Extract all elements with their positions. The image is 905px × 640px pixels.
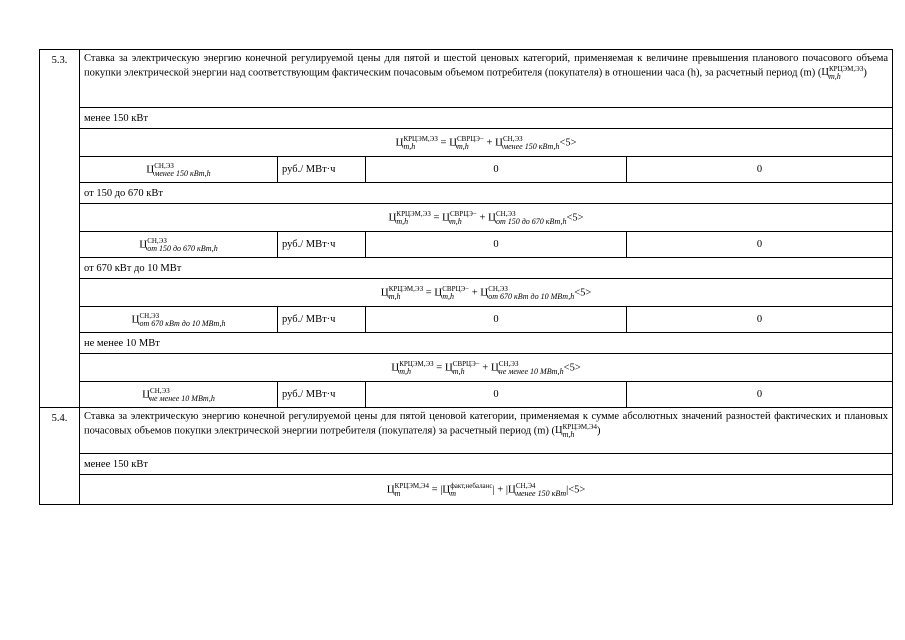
rate-symbol-letter: Ц [142, 388, 151, 400]
category-label [80, 183, 893, 204]
plus-sign: + [497, 483, 504, 495]
unit-text: руб./ МВт·ч [282, 314, 336, 325]
section-number: 5.4. [40, 408, 80, 505]
formula-rhs2-symbol: Ц [507, 483, 516, 495]
formula-row [40, 204, 893, 232]
category-label-row [40, 258, 893, 279]
equals-sign: = [431, 483, 438, 495]
plus-sign: + [471, 286, 478, 298]
value-1-text: 0 [493, 164, 499, 175]
unit-cell [278, 382, 366, 408]
formula-row [40, 279, 893, 307]
formula-lhs-symbol: Ц [395, 136, 404, 148]
value-2-text: 0 [756, 389, 763, 400]
formula-rhs2-indices: СН,ЭЗ от 150 до 670 кВт,h [495, 209, 567, 226]
value-row [40, 307, 893, 333]
unit-text: руб./ МВт·ч [282, 239, 336, 250]
formula [80, 204, 893, 232]
formula-lhs-indices: КРЦЭМ,ЭЗ m,h [403, 134, 438, 151]
formula-lhs-indices: КРЦЭМ,ЭЗ m,h [388, 284, 424, 301]
value-cell-1 [366, 307, 627, 333]
value-cell-1 [366, 157, 627, 183]
title-symbol: Ц КРЦЭМ,Э4 m,h [555, 423, 597, 439]
category-label [80, 454, 893, 475]
section-title: Ставка за электрическую энергию конечной регулируемой цены для пятой ценовой категории, применяемая к сумме абсолютных значений разностей фактических и плановых почасовых объемов покупки электрической энергии потребителя (покупателя) за расчетный период (m) (Ц КРЦЭМ,Э4 m,h ) [80, 408, 893, 454]
formula-lhs-indices: КРЦЭМ,ЭЗ m,h [399, 359, 434, 376]
rate-symbol-indices: СН,ЭЗ от 670 кВт до 10 МВт,h [139, 311, 226, 328]
footnote-ref: <5> [574, 286, 592, 298]
rate-symbol [80, 382, 278, 408]
footnote-ref: <5> [566, 211, 584, 223]
formula-rhs1-indices: факт,небаланс m [450, 481, 493, 498]
value-2-text: 0 [756, 314, 763, 325]
formula-row [40, 475, 893, 505]
formula-rhs2-symbol: Ц [480, 286, 489, 298]
formula-rhs2-indices: СН,Э4 менее 150 кВт [515, 481, 567, 498]
value-cell-2 [627, 157, 893, 183]
section-54-header-row [40, 408, 893, 454]
value-cell-1 [366, 382, 627, 408]
plus-sign: + [479, 211, 486, 223]
value-row [40, 382, 893, 408]
value-row [40, 157, 893, 183]
formula-rhs1-symbol: Ц [434, 286, 443, 298]
formula-rhs1-symbol: Ц [442, 211, 450, 223]
value-cell-2 [627, 382, 893, 408]
formula-rhs2-symbol: Ц [488, 211, 496, 223]
formula-row [40, 354, 893, 382]
category-label-row [40, 454, 893, 475]
unit-cell [278, 232, 366, 258]
category-label-text: менее 150 кВт [84, 112, 148, 124]
category-label-row [40, 183, 893, 204]
formula-lhs-indices: КРЦЭМ,ЭЗ m,h [396, 209, 431, 226]
rate-symbol-letter: Ц [131, 313, 140, 325]
formula-row [40, 129, 893, 157]
formula [80, 279, 893, 307]
rate-symbol-letter: Ц [139, 238, 148, 250]
formula-rhs2-indices: СН,ЭЗ не менее 10 МВт,h [498, 359, 564, 376]
plus-sign: + [482, 361, 489, 373]
value-cell-2 [627, 307, 893, 333]
formula [80, 129, 893, 157]
unit-cell [278, 307, 366, 333]
formula-rhs2-symbol: Ц [495, 136, 503, 148]
category-label-text: менее 150 кВт [84, 458, 148, 470]
equals-sign: = [433, 211, 440, 223]
footnote-ref: <5> [563, 361, 581, 373]
formula-rhs1-symbol: Ц [444, 361, 453, 373]
value-cell-1 [366, 232, 627, 258]
footnote-ref: <5> [568, 483, 586, 495]
category-label-text: от 150 до 670 кВт [84, 187, 163, 199]
section-title: Ставка за электрическую энергию конечной регулируемой цены для пятой и шестой ценовых категорий, применяемая к величине превышения планового почасового объема покупки электрической энергии над соответствующим фактическим почасовым объемом потребителя (покупателя) в отношении часа (h), за расчетный период (m) (Ц КРЦЭМ,ЭЗ m,h ) [80, 50, 893, 108]
value-row [40, 232, 893, 258]
value-2-text: 0 [756, 239, 763, 250]
section-number: 5.3. [40, 50, 80, 408]
value-2-text: 0 [756, 164, 763, 175]
category-label-row [40, 108, 893, 129]
formula-rhs1-indices: СВРЦЭ− m,h [452, 359, 480, 376]
rate-symbol [80, 232, 278, 258]
category-label-text: от 670 кВт до 10 МВт [84, 262, 182, 274]
rate-symbol-indices: СН,ЭЗ от 150 до 670 кВт,h [147, 236, 218, 253]
formula: Ц КРЦЭМ,Э4 m = |Ц факт,небаланс m | + |Ц СН,Э4 менее 150 кВт |<5> [80, 475, 893, 505]
unit-text: руб./ МВт·ч [282, 389, 336, 400]
formula-lhs-symbol: Ц [380, 286, 389, 298]
formula-rhs1-indices: СВРЦЭ− m,h [457, 134, 484, 151]
formula-rhs2-indices: СН,ЭЗ от 670 кВт до 10 МВт,h [488, 284, 575, 301]
rate-symbol [80, 157, 278, 183]
equals-sign: = [436, 361, 443, 373]
formula [80, 354, 893, 382]
footnote-ref: <5> [559, 136, 577, 148]
sup-sub: КРЦЭМ,Э4 m,h [562, 423, 597, 439]
rate-symbol-letter: Ц [146, 163, 155, 175]
rate-symbol-indices: СН,ЭЗ не менее 10 МВт,h [150, 386, 215, 403]
rate-symbol-indices: СН,ЭЗ менее 150 кВт,h [154, 161, 211, 178]
plus-sign: + [486, 136, 493, 148]
unit-cell [278, 157, 366, 183]
equals-sign: = [440, 136, 447, 148]
category-label [80, 108, 893, 129]
value-1-text: 0 [493, 389, 499, 400]
category-label [80, 333, 893, 354]
category-label-text: не менее 10 МВт [84, 337, 160, 349]
section-title-text: Ставка за электрическую энергию конечной регулируемой цены для пятой и шестой ценовых категорий, применяемая к величине превышения планового почасового объема покупки электрической энергии над соответствующим фактическим почасовым объемом потребителя (покупателя) в отношении часа (h), за расчетный период (m) ( [84, 53, 889, 79]
category-label [80, 258, 893, 279]
formula-rhs1-symbol: Ц [442, 483, 451, 495]
unit-text: руб./ МВт·ч [282, 164, 336, 175]
formula-lhs-symbol: Ц [388, 211, 397, 223]
formula-rhs2-indices: СН,ЭЗ менее 150 кВт,h [503, 134, 560, 151]
equals-sign: = [425, 286, 432, 298]
formula-rhs1-indices: СВРЦЭ− m,h [442, 284, 470, 301]
section-53-header-row [40, 50, 893, 108]
tariff-table [39, 49, 893, 505]
section-title-text: Ставка за электрическую энергию конечной регулируемой цены для пятой ценовой категории, применяемая к сумме абсолютных значений разностей фактических и плановых почасовых объемов покупки электрической энергии потребителя (покупателя) за расчетный период (m) ( [84, 411, 889, 437]
value-cell-2 [627, 232, 893, 258]
formula-lhs-symbol: Ц [391, 361, 400, 373]
formula-rhs1-indices: СВРЦЭ− m,h [449, 209, 477, 226]
formula-lhs-indices: КРЦЭМ,Э4 m [394, 481, 430, 498]
formula-rhs2-symbol: Ц [490, 361, 499, 373]
title-symbol: Ц КРЦЭМ,ЭЗ m,h [821, 65, 864, 81]
value-1-text: 0 [493, 239, 499, 250]
formula-lhs-symbol: Ц [386, 483, 395, 495]
formula-rhs1-symbol: Ц [449, 136, 458, 148]
value-1-text: 0 [493, 314, 499, 325]
category-label-row [40, 333, 893, 354]
rate-symbol [80, 307, 278, 333]
